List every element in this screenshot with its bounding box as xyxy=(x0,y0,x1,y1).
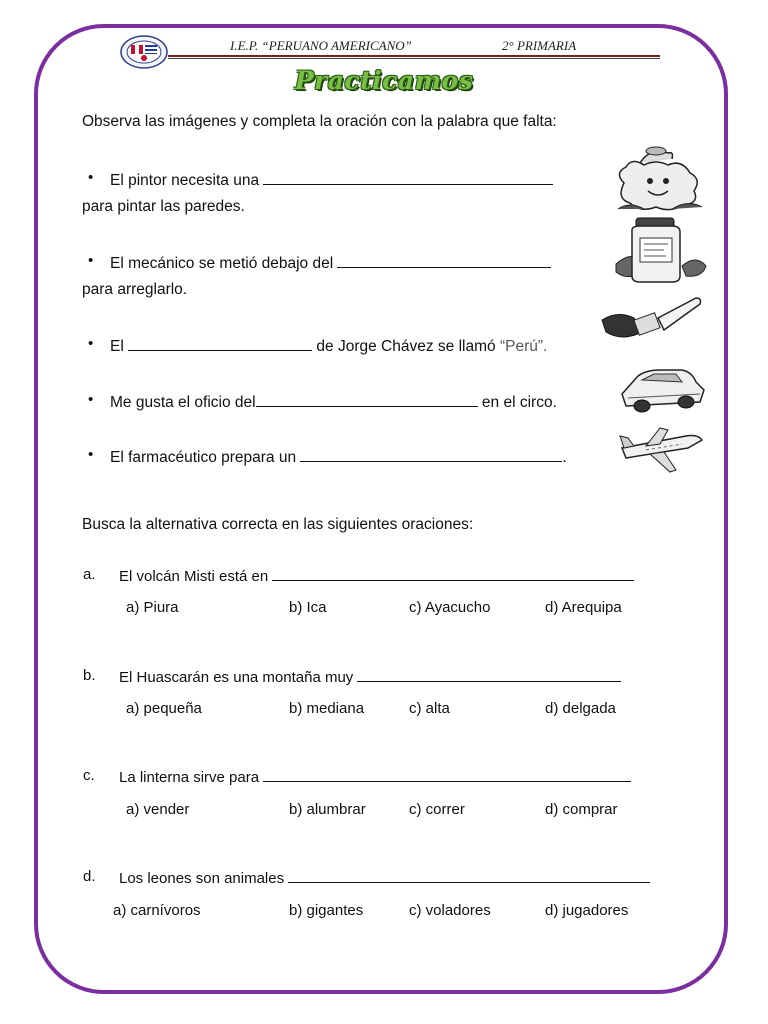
item2-line2: para arreglarlo. xyxy=(82,281,188,298)
question-a-sentence xyxy=(119,566,634,585)
item5-text-after: . xyxy=(562,449,567,466)
option-d-1[interactable]: a) carnívoros xyxy=(113,902,201,919)
question-c-sentence xyxy=(119,767,631,786)
item2-text: El mecánico se metió debajo del xyxy=(110,255,334,272)
item3-quoted: “Perú”. xyxy=(499,338,548,355)
item1-blank[interactable] xyxy=(263,170,553,185)
option-c-1[interactable]: a) vender xyxy=(126,801,190,818)
option-b-4[interactable]: d) delgada xyxy=(545,700,616,717)
option-c-3[interactable]: c) correr xyxy=(409,801,465,818)
section2-instruction: Busca la alternativa correcta en las siguientes oraciones: xyxy=(82,516,474,533)
item1-line2: para pintar las paredes. xyxy=(82,198,245,215)
school-logo-icon xyxy=(120,35,168,69)
option-d-4[interactable]: d) jugadores xyxy=(545,902,629,919)
bullet: • xyxy=(88,252,94,269)
question-b-label: b. xyxy=(83,667,96,684)
item5-sentence xyxy=(110,447,567,467)
option-b-2[interactable]: b) mediana xyxy=(289,700,365,717)
option-a-1[interactable]: a) Piura xyxy=(126,599,179,616)
item5-text: El farmacéutico prepara un xyxy=(110,449,297,466)
question-a-blank[interactable] xyxy=(272,566,634,581)
bullet: • xyxy=(88,391,94,408)
bullet: • xyxy=(88,446,94,463)
option-a-2[interactable]: b) Ica xyxy=(289,599,327,616)
page-title: Practicamos xyxy=(294,66,474,95)
item3-text-before: El xyxy=(110,338,124,355)
question-d-blank[interactable] xyxy=(288,868,650,883)
header-divider-thin xyxy=(168,58,660,59)
option-c-4[interactable]: d) comprar xyxy=(545,801,618,818)
item3-text-after: de Jorge Chávez se llamó xyxy=(316,338,496,355)
header-divider xyxy=(168,55,660,57)
item5-blank[interactable] xyxy=(300,447,562,462)
item3-blank[interactable] xyxy=(128,336,312,351)
option-d-2[interactable]: b) gigantes xyxy=(289,902,364,919)
item4-blank[interactable] xyxy=(256,392,478,407)
question-a-text: El volcán Misti está en xyxy=(119,568,269,585)
question-b-sentence xyxy=(119,667,621,686)
option-b-1[interactable]: a) pequeña xyxy=(126,700,202,717)
option-c-2[interactable]: b) alumbrar xyxy=(289,801,366,818)
grade-label: 2° PRIMARIA xyxy=(502,38,577,53)
clown-icon xyxy=(610,143,708,215)
question-c-text: La linterna sirve para xyxy=(119,769,260,786)
section1-instruction: Observa las imágenes y completa la oración con la palabra que falta: xyxy=(82,113,557,130)
item2-sentence xyxy=(110,253,551,273)
item1-sentence xyxy=(110,170,553,190)
item4-sentence xyxy=(110,392,557,412)
bullet: • xyxy=(88,169,94,186)
question-c-blank[interactable] xyxy=(263,767,631,782)
question-b-blank[interactable] xyxy=(357,667,621,682)
car-icon xyxy=(616,360,708,418)
paint-jar-icon xyxy=(612,214,708,284)
question-d-label: d. xyxy=(83,868,96,885)
airplane-icon xyxy=(616,424,708,480)
item4-text-after: en el circo. xyxy=(481,394,557,411)
option-b-3[interactable]: c) alta xyxy=(409,700,450,717)
option-d-3[interactable]: c) voladores xyxy=(409,902,491,919)
item1-text: El pintor necesita una xyxy=(110,172,260,189)
question-a-label: a. xyxy=(83,566,96,583)
paintbrush-icon xyxy=(600,292,704,348)
bullet: • xyxy=(88,335,94,352)
question-b-text: El Huascarán es una montaña muy xyxy=(119,669,354,686)
question-d-text: Los leones son animales xyxy=(119,870,285,887)
question-d-sentence xyxy=(119,868,650,887)
option-a-3[interactable]: c) Ayacucho xyxy=(409,599,491,616)
school-name: I.E.P. “PERUANO AMERICANO” xyxy=(230,38,412,53)
item3-sentence xyxy=(110,336,547,356)
question-c-label: c. xyxy=(83,767,95,784)
item4-text-before: Me gusta el oficio del xyxy=(110,394,256,411)
option-a-4[interactable]: d) Arequipa xyxy=(545,599,622,616)
item2-blank[interactable] xyxy=(337,253,551,268)
